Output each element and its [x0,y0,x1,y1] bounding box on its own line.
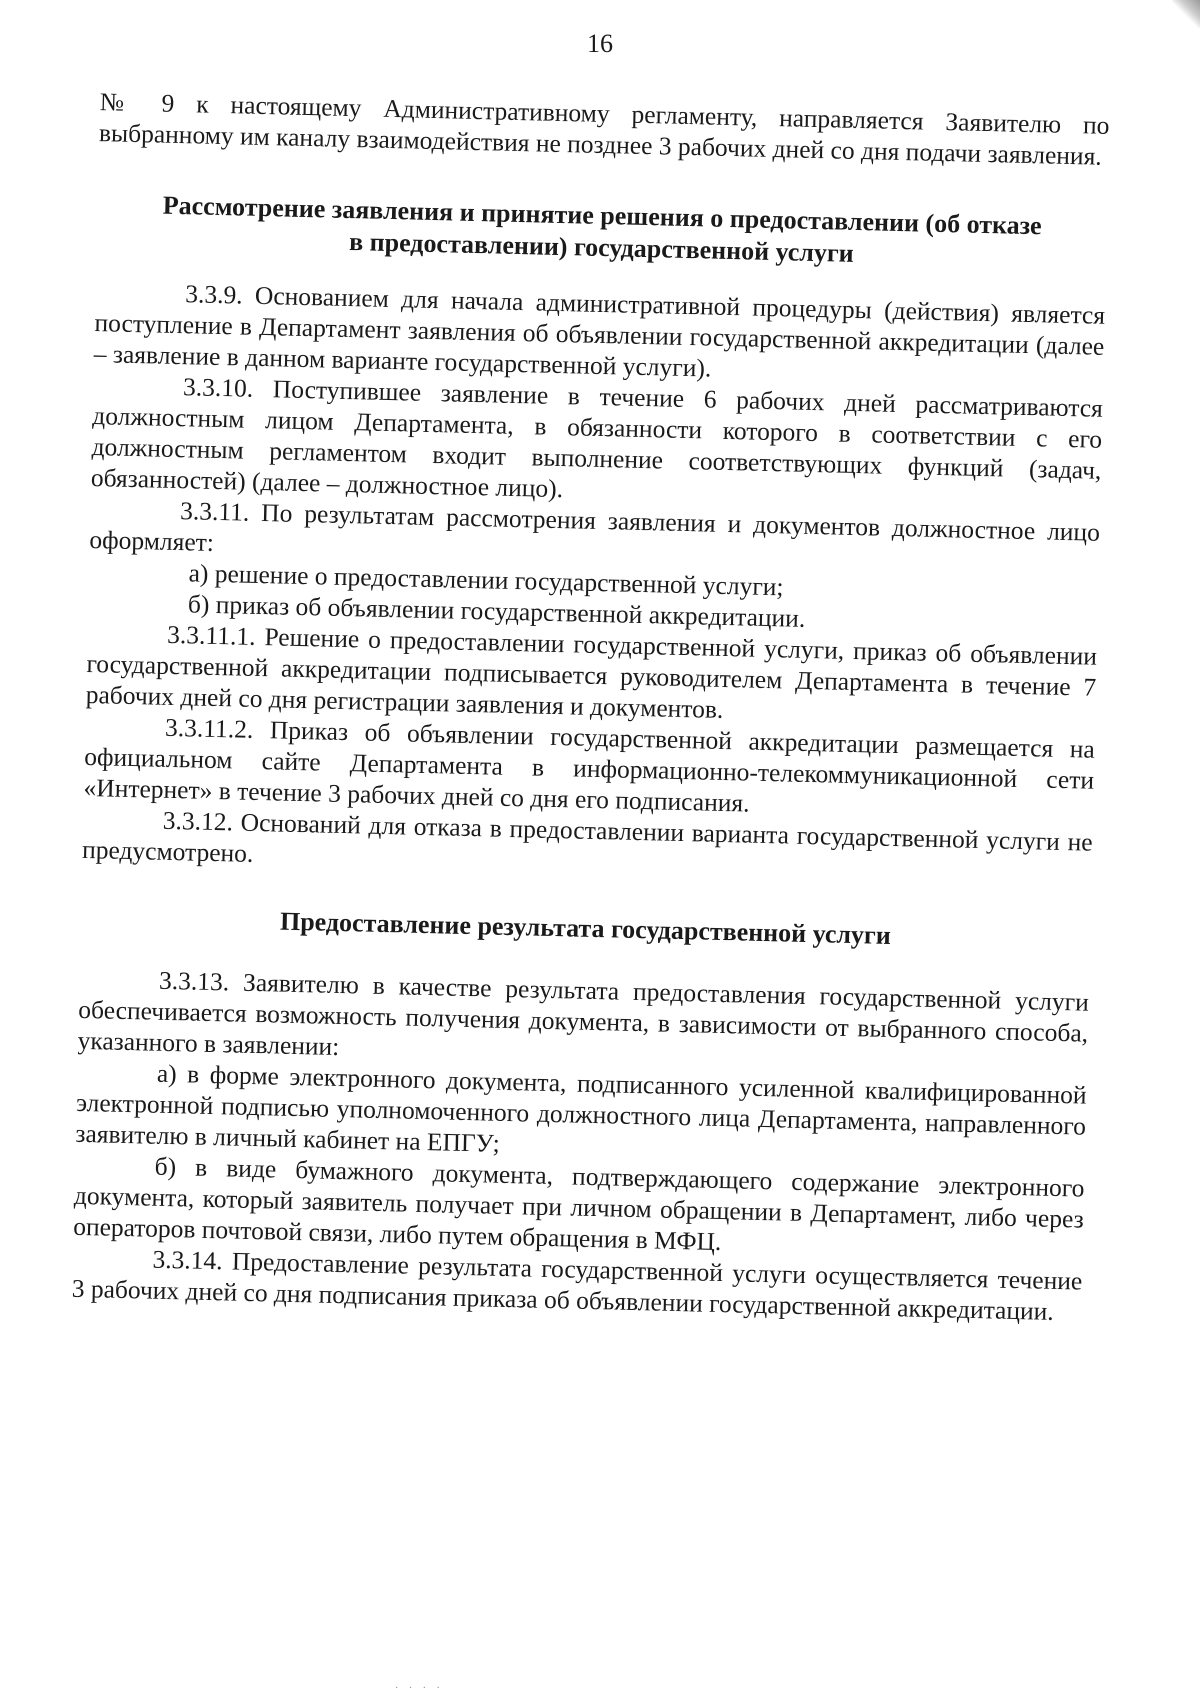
scan-speckle: · · · · [395,1683,444,1694]
section-heading-review: Рассмотрение заявления и принятие решения о предоставлении (об отказе в предоставлении) государственной услуги [162,190,1042,268]
paragraph-3-3-13-b: б) в виде бумажного документа, подтверждающего содержание электронного документа, который заявитель получает при личном обращении в Департамент, либо через операторов почтовой связи, либо путем обращения в МФЦ. [72,1151,1085,1257]
paragraph-3-3-11-1: 3.3.11.1. Решение о предоставлении государственной услуги, приказ об объявлении государственной аккредитации подписывается руководителем Департамента в течение 7 рабочих дней со дня регистрации заявления и документов. [85,619,1098,724]
list-item-b: б) приказ об объявлении государственной аккредитации. [187,589,806,633]
paragraph-3-3-10: 3.3.10. Поступившее заявление в течение 6 рабочих дней рассматриваются должностным лицом Департамента, в обязанности которого в соответствии с его должностным регламентом входит выполнение соответствующих функций (задач, обязанностей) (далее – должностное лицо). [90,372,1104,504]
paragraph-3-3-14: 3.3.14. Предоставление результата государственной услуги осуществляется течение 3 рабочих дней со дня подписания приказа об объявлении государственной аккредитации. [71,1244,1083,1326]
paragraph-3-3-13-a: а) в форме электронного документа, подписанного усиленной квалифицированной электронной подписью уполномоченного должностного лица Департамента, направленного заявителю в личный кабинет на ЕПГУ; [75,1058,1087,1158]
paragraph-3-3-13: 3.3.13. Заявителю в качестве результата предоставления государственной услуги обеспечивается возможность получения документа, в зависимости от выбранного способа, указанного в заявлении: [77,965,1090,1062]
paragraph-3-3-12: 3.3.12. Оснований для отказа в предоставлении варианта государственной услуги не предусмотрено. [81,805,1093,868]
section-heading-result: Предоставление результата государственной услуги [279,906,892,950]
document-body [71,86,1109,1327]
intro-paragraph: № 9 к настоящему Административному регламенту, направляется Заявителю по выбранному им каналу взаимодействия не позднее 3 рабочих дней со дня подачи заявления. [98,87,1110,171]
page-number: 16 [587,29,613,58]
scan-corner-fold [1172,0,1200,28]
paragraph-3-3-11-2: 3.3.11.2. Приказ об объявлении государственной аккредитации размещается на официальном сайте Департамента в информационно-телекоммуникационной сети «Интернет» в течение 3 рабочих дней со дня его подписания. [83,712,1096,818]
list-item-a: а) решение о предоставлении государственной услуги; [188,558,784,602]
paragraph-3-3-9: 3.3.9. Основанием для начала административной процедуры (действия) является поступление в Департамент заявления об объявлении государственной аккредитации (далее – заявление в данном варианте государственной услуги). [93,279,1106,383]
paragraph-3-3-11: 3.3.11. По результатам рассмотрения заявления и документов должностное лицо оформляет: [89,496,1101,557]
